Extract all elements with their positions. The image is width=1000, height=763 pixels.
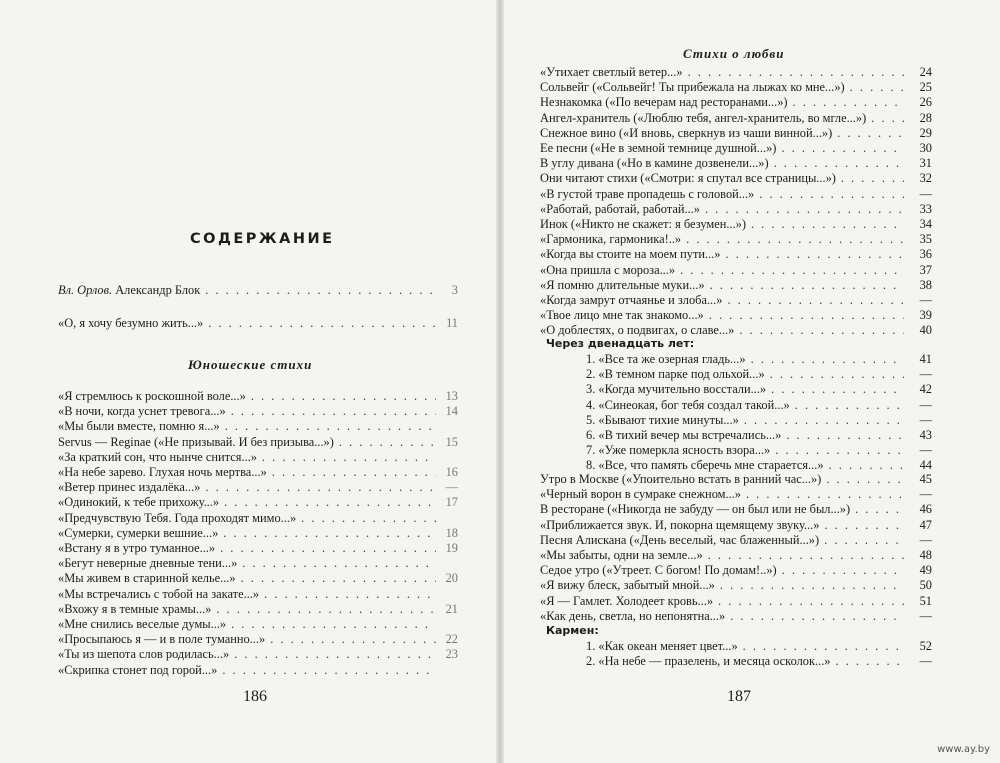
entry-title: 2. «В темном парке под ольхой...» xyxy=(586,367,765,382)
entry-page: 29 xyxy=(919,125,932,140)
entry-title: «Она пришла с мороза...» xyxy=(540,262,676,277)
entry-page: — xyxy=(919,293,932,307)
entry-title: «Ветер принес издалёка...» xyxy=(58,480,201,495)
entry-page: 49 xyxy=(919,563,932,578)
entry-title: 1. «Как океан меняет цвет...» xyxy=(586,639,738,653)
entry-page: 3 xyxy=(451,283,458,297)
dot-leader xyxy=(866,111,904,126)
toc-entry xyxy=(540,578,932,593)
page-number: 187 xyxy=(727,688,751,705)
entry-title: «Работай, работай, работай...» xyxy=(540,201,700,216)
entry-title: Инок («Никто не скажет: я безумен...») xyxy=(540,217,746,231)
dot-leader xyxy=(819,533,904,548)
toc-entry xyxy=(540,518,932,533)
toc-entry xyxy=(540,65,932,80)
dot-leader xyxy=(746,217,904,232)
toc-entry xyxy=(586,382,932,397)
toc-entry xyxy=(540,232,932,247)
entry-title: «О, я хочу безумно жить...» xyxy=(58,316,204,330)
toc-entry xyxy=(540,563,932,578)
entry-page: 36 xyxy=(919,247,932,262)
dot-leader xyxy=(831,654,905,669)
entry-title: Снежное вино («И вновь, сверкнув из чаши винной...») xyxy=(540,125,833,140)
toc-entry xyxy=(540,111,932,126)
toc-entry xyxy=(540,487,932,502)
entry-page: 35 xyxy=(919,232,932,247)
toc-entry xyxy=(540,126,932,141)
dot-leader xyxy=(738,639,904,654)
entry-title: 4. «Синеокая, бог тебя создал такой...» xyxy=(586,397,790,412)
dot-leader xyxy=(850,502,904,517)
dot-leader xyxy=(832,126,904,141)
entry-title: Песня Алискана («День веселый, час блаженный...») xyxy=(540,532,820,547)
entry-title: «Мне снились веселые думы...» xyxy=(58,617,227,631)
entry-author: Вл. Орлов. xyxy=(58,283,113,297)
toc-entry xyxy=(540,594,932,609)
entry-title: 2. «На небе — празелень, и месяца осколок...» xyxy=(586,654,831,669)
toc-entry xyxy=(540,293,932,308)
dot-leader xyxy=(788,95,904,110)
entry-page: — xyxy=(919,487,932,502)
entry-title: «В густой траве пропадешь с головой...» xyxy=(540,186,755,201)
dot-leader xyxy=(720,247,904,262)
entry-page: 40 xyxy=(919,323,932,338)
entry-title: 1. «Все та же озерная гладь...» xyxy=(586,352,746,366)
entry-title: «Вхожу я в темные храмы...» xyxy=(58,601,212,616)
dot-leader xyxy=(700,202,904,217)
entry-page: — xyxy=(919,412,932,427)
entry-title: 3. «Когда мучительно восстали...» xyxy=(586,382,767,397)
entry-title: «Я — Гамлет. Холодеет кровь...» xyxy=(540,593,714,608)
entry-page: — xyxy=(919,397,932,412)
toc-entry xyxy=(586,639,932,654)
entry-page: 41 xyxy=(919,352,932,366)
entry-page: 52 xyxy=(919,639,932,653)
entry-title: Александр Блок xyxy=(115,283,201,297)
entry-page: 47 xyxy=(919,517,932,532)
entry-page: 26 xyxy=(919,95,932,110)
dot-leader xyxy=(776,141,904,156)
entry-title: «Сумерки, сумерки вешние...» xyxy=(58,525,219,540)
toc-entry xyxy=(586,428,932,443)
dot-leader xyxy=(722,293,904,308)
entry-title: «Твое лицо мне так знакомо...» xyxy=(540,308,704,323)
dot-leader xyxy=(746,352,904,367)
dot-leader xyxy=(781,428,904,443)
dot-leader xyxy=(754,187,904,202)
entry-title: «Одинокий, к тебе прихожу...» xyxy=(58,495,220,510)
toc-entry xyxy=(540,308,932,323)
toc-entry xyxy=(540,533,932,548)
entry-title: «Когда замрут отчаянье и злоба...» xyxy=(540,293,723,307)
toc-entry xyxy=(540,263,932,278)
entry-title: «Предчувствую Тебя. Года проходят мимо...» xyxy=(58,510,297,525)
toc-entry xyxy=(540,247,932,262)
toc-entry xyxy=(540,609,932,624)
entry-title: «На небе зарево. Глухая ночь мертва...» xyxy=(58,465,267,479)
cycle-title: Кармен: xyxy=(546,624,599,637)
toc-entry xyxy=(586,398,932,413)
page-number: 186 xyxy=(243,688,267,705)
entry-page: 43 xyxy=(919,428,932,442)
entry-page: 19 xyxy=(445,541,458,555)
entry-title: «Мы встречались с тобой на закате...» xyxy=(58,586,260,601)
entry-page: 51 xyxy=(919,593,932,608)
entry-title: 8. «Все, что память сберечь мне старается...» xyxy=(586,458,824,473)
entry-title: Ангел-хранитель («Люблю тебя, ангел-хранитель, во мгле...») xyxy=(540,110,867,125)
toc-entry xyxy=(586,443,932,458)
dot-leader xyxy=(734,323,904,338)
section-title: Стихи о любви xyxy=(683,46,785,61)
toc-entry xyxy=(586,654,932,669)
toc-entry xyxy=(540,502,932,517)
entry-title: «О доблестях, о подвигах, о славе...» xyxy=(540,323,735,338)
dot-leader xyxy=(703,548,904,563)
entry-title: «Мы забыты, одни на земле...» xyxy=(540,548,703,562)
entry-page: 23 xyxy=(445,647,458,662)
entry-page: — xyxy=(919,443,932,458)
entry-title: «Я вижу блеск, забытый мной...» xyxy=(540,578,715,593)
entry-page: 24 xyxy=(919,65,932,79)
entry-page: 44 xyxy=(919,458,932,473)
entry-page: 33 xyxy=(919,201,932,216)
entry-title: «Просыпаюсь я — и в поле туманно...» xyxy=(58,632,266,647)
entry-page: 38 xyxy=(919,277,932,292)
entry-title: 6. «В тихий вечер мы встречались...» xyxy=(586,428,782,442)
dot-leader xyxy=(704,308,904,323)
entry-page: 21 xyxy=(445,601,458,616)
dot-leader xyxy=(770,443,904,458)
contents-heading: СОДЕРЖАНИЕ xyxy=(190,231,335,247)
dot-leader xyxy=(845,80,904,95)
entry-title: «Приближается звук. И, покорна щемящему звуку...» xyxy=(540,517,820,532)
entry-title: «Черный ворон в сумраке снежном...» xyxy=(540,487,741,502)
dot-leader xyxy=(713,594,904,609)
entry-page: 32 xyxy=(919,171,932,186)
entry-page: 46 xyxy=(919,502,932,517)
entry-title: Незнакомка («По вечерам над ресторанами...») xyxy=(540,95,788,110)
toc-entry xyxy=(540,187,932,202)
entry-title: «В ночи, когда уснет тревога...» xyxy=(58,404,226,419)
entry-title: В углу дивана («Но в камине дозвенели...») xyxy=(540,156,769,171)
dot-leader xyxy=(777,563,904,578)
dot-leader xyxy=(715,578,904,593)
toc-entry xyxy=(540,548,932,563)
dot-leader xyxy=(741,487,904,502)
entry-page: 37 xyxy=(919,262,932,277)
entry-page: 28 xyxy=(919,110,932,125)
entry-page: 31 xyxy=(919,156,932,171)
entry-page: 11 xyxy=(446,316,458,330)
cycle-title: Через двенадцать лет: xyxy=(546,337,695,350)
entry-page: 13 xyxy=(445,389,458,403)
dot-leader xyxy=(766,382,904,397)
toc-entry xyxy=(540,156,932,171)
dot-leader xyxy=(705,278,904,293)
entry-title: Они читают стихи («Смотри: я спутал все страницы...») xyxy=(540,171,836,186)
entry-page: 42 xyxy=(919,382,932,397)
toc-entry xyxy=(540,472,932,487)
entry-title: Servus — Reginae («Не призывай. И без призыва...») xyxy=(58,434,334,449)
toc-entry xyxy=(540,278,932,293)
toc-entry xyxy=(586,413,932,428)
entry-page: — xyxy=(919,367,932,382)
entry-page: 30 xyxy=(919,141,932,155)
dot-leader xyxy=(725,609,904,624)
entry-title: «Мы были вместе, помню я...» xyxy=(58,419,220,434)
toc-entry xyxy=(540,202,932,217)
entry-page: 22 xyxy=(445,632,458,647)
dot-leader xyxy=(769,156,904,171)
entry-page: 25 xyxy=(919,80,932,95)
entry-title: «Я помню длительные муки...» xyxy=(540,277,705,292)
entry-page: 39 xyxy=(919,308,932,323)
entry-page: 18 xyxy=(445,525,458,540)
toc-entry xyxy=(540,171,932,186)
entry-title: «Скрипка стонет под горой...» xyxy=(58,662,218,677)
toc-entry xyxy=(540,80,932,95)
entry-title: «За краткий сон, что нынче снится...» xyxy=(58,449,257,464)
dot-leader xyxy=(790,398,904,413)
watermark: www.ay.by xyxy=(937,744,990,755)
entry-page: 16 xyxy=(445,465,458,479)
entry-page: — xyxy=(919,186,932,201)
section-title: Юношеские стихи xyxy=(188,357,313,372)
entry-page: 17 xyxy=(445,495,458,510)
entry-title: «Когда вы стоите на моем пути...» xyxy=(540,247,721,262)
dot-leader xyxy=(683,65,904,80)
entry-title: «Встану я в утро туманное...» xyxy=(58,541,216,555)
entry-page: — xyxy=(919,532,932,547)
entry-page: 14 xyxy=(445,404,458,419)
toc-entry xyxy=(540,141,932,156)
entry-page: 20 xyxy=(445,571,458,586)
entry-title: Утро в Москве («Упоительно встать в ранний час...») xyxy=(540,472,822,486)
entry-page: — xyxy=(445,480,458,495)
toc-entry xyxy=(586,367,932,382)
dot-leader xyxy=(681,232,904,247)
entry-title: 5. «Бывают тихие минуты...» xyxy=(586,412,739,427)
entry-title: «Гармоника, гармоника!..» xyxy=(540,232,682,247)
entry-title: «Ты из шепота слов родилась...» xyxy=(58,647,230,662)
dot-leader xyxy=(821,472,904,487)
entry-title: «Мы живем в старинной келье...» xyxy=(58,571,236,586)
entry-title: В ресторане («Никогда не забуду — он был или не был...») xyxy=(540,502,851,517)
entry-title: Седое утро («Утреет. С богом! По домам!..») xyxy=(540,563,777,578)
dot-leader xyxy=(819,518,904,533)
dot-leader xyxy=(836,171,904,186)
dot-leader xyxy=(739,413,904,428)
entry-page: 45 xyxy=(919,472,932,486)
entry-title: «Бегут неверные дневные тени...» xyxy=(58,556,238,571)
toc-entry xyxy=(540,217,932,232)
entry-page: 15 xyxy=(445,434,458,449)
entry-title: Сольвейг («Сольвейг! Ты прибежала на лыжах ко мне...») xyxy=(540,80,845,95)
entry-title: Ее песни («Не в земной темнице душной...») xyxy=(540,141,777,155)
dot-leader xyxy=(675,263,904,278)
entry-page: 34 xyxy=(919,217,932,231)
entry-page: — xyxy=(919,654,932,669)
entry-title: «Я стремлюсь к роскошной воле...» xyxy=(58,389,246,403)
entry-page: — xyxy=(919,608,932,623)
toc-entry xyxy=(540,95,932,110)
entry-title: «Как день, светла, но непонятна...» xyxy=(540,608,726,623)
dot-leader xyxy=(765,367,904,382)
entry-page: 48 xyxy=(919,548,932,562)
entry-page: 50 xyxy=(919,578,932,593)
entry-title: «Утихает светлый ветер...» xyxy=(540,65,683,79)
toc-entry xyxy=(586,352,932,367)
entry-title: 7. «Уже померкла ясность взора...» xyxy=(586,443,771,458)
